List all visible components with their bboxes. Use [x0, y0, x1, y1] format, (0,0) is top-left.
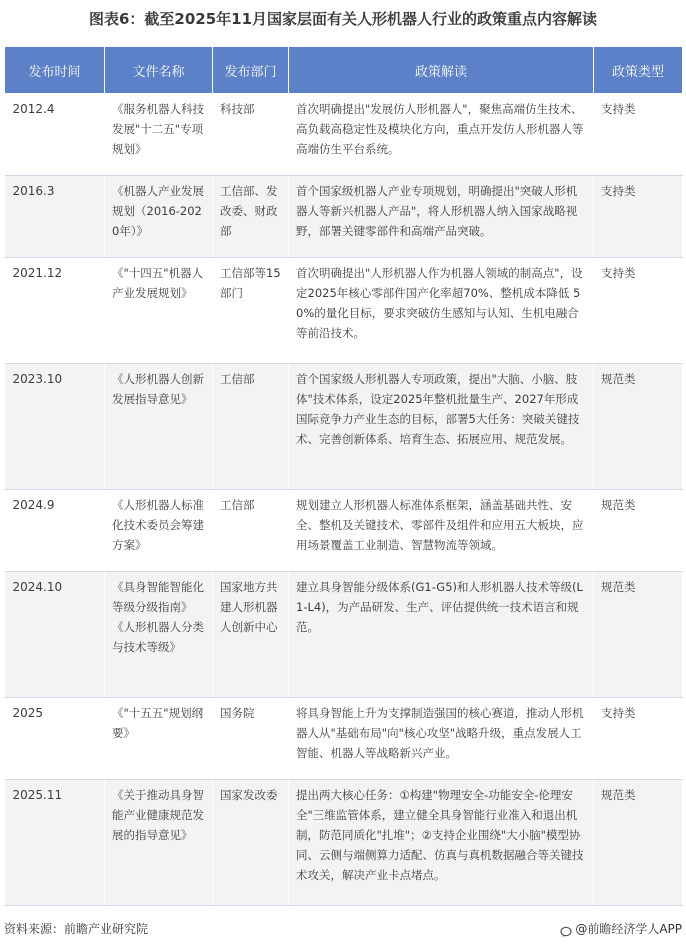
cell-date: 2012.4 — [5, 94, 105, 176]
cell-date: 2016.3 — [5, 176, 105, 258]
cell-date: 2024.9 — [5, 490, 105, 572]
header-date: 发布时间 — [5, 47, 105, 94]
cell-date: 2025 — [5, 698, 105, 780]
cell-type: 规范类 — [594, 572, 683, 698]
brand-label: @前瞻经济学人APP — [575, 922, 682, 936]
cell-dept: 工信部 — [213, 364, 289, 490]
table-row — [5, 258, 683, 364]
cell-name: 《关于推动具身智能产业健康规范发展的指导意见》 — [105, 780, 213, 906]
cell-dept: 国家发改委 — [213, 780, 289, 906]
cell-name: 《"十四五"机器人产业发展规划》 — [105, 258, 213, 364]
cell-type: 规范类 — [594, 364, 683, 490]
cell-dept: 工信部、发改委、财政部 — [213, 176, 289, 258]
header-interp: 政策解读 — [289, 47, 594, 94]
source-note: 资料来源：前瞻产业研究院 — [4, 922, 149, 936]
cell-date: 2021.12 — [5, 258, 105, 364]
wechat-bubble-icon — [560, 923, 572, 935]
cell-interp: 建立具身智能分级体系(G1-G5)和人形机器人技术等级(L1-L4)，为产品研发、生产、评估提供统一技术语言和规范。 — [289, 572, 594, 698]
cell-interp: 规划建立人形机器人标准体系框架，涵盖基础共性、安全、整机及关键技术、零部件及组件和应用五大板块，应用场景覆盖工业制造、智慧物流等领域。 — [289, 490, 594, 572]
cell-date: 2024.10 — [5, 572, 105, 698]
cell-type: 支持类 — [594, 176, 683, 258]
table-row — [5, 94, 683, 176]
cell-type: 支持类 — [594, 258, 683, 364]
cell-name: 《服务机器人科技发展"十二五"专项规划》 — [105, 94, 213, 176]
cell-dept: 工信部等15部门 — [213, 258, 289, 364]
cell-type: 规范类 — [594, 780, 683, 906]
footer — [4, 918, 682, 940]
header-dept: 发布部门 — [213, 47, 289, 94]
cell-type: 支持类 — [594, 698, 683, 780]
header-name: 文件名称 — [105, 47, 213, 94]
cell-name: 《人形机器人创新发展指导意见》 — [105, 364, 213, 490]
cell-type: 规范类 — [594, 490, 683, 572]
table-row — [5, 176, 683, 258]
cell-interp: 提出两大核心任务：①构建"物理安全-功能安全-伦理安全"三维监管体系，建立健全具身智能行业准入和退出机制，防范同质化"扎堆"；②支持企业围绕"大小脑"模型协同、云侧与端侧算力适配、仿真与真机数据融合等关键技术攻关，解决产业卡点堵点。 — [289, 780, 594, 906]
cell-name: 《具身智能智能化等级分级指南》《人形机器人分类与技术等级》 — [105, 572, 213, 698]
cell-name: 《"十五五"规划纲要》 — [105, 698, 213, 780]
table-row — [5, 364, 683, 490]
cell-name: 《机器人产业发展规划（2016-2020年）》 — [105, 176, 213, 258]
cell-interp: 将具身智能上升为支撑制造强国的核心赛道，推动人形机器人从"基础布局"向"核心攻坚"战略升级，重点发展人工智能、机器人等战略新兴产业。 — [289, 698, 594, 780]
cell-interp: 首个国家级机器人产业专项规划，明确提出"突破人形机器人等新兴机器人产品"，将人形机器人纳入国家战略视野，部署关键零部件和高端产品突破。 — [289, 176, 594, 258]
cell-type: 支持类 — [594, 94, 683, 176]
policy-table — [4, 46, 683, 906]
cell-interp: 首次明确提出"发展仿人形机器人"，聚焦高端仿生技术、高负载高稳定性及模块化方向，重点开发仿人形机器人等高端仿生平台系统。 — [289, 94, 594, 176]
cell-dept: 工信部 — [213, 490, 289, 572]
table-header-row — [5, 47, 683, 94]
table-row — [5, 698, 683, 780]
cell-interp: 首次明确提出"人形机器人作为机器人领域的制高点"，设定2025年核心零部件国产化率超70%、整机成本降低 50%的量化目标，要求突破仿生感知与认知、生机电融合等前沿技术。 — [289, 258, 594, 364]
chart-title: 图表6：截至2025年11月国家层面有关人形机器人行业的政策重点内容解读 — [88, 10, 598, 28]
brand-credit — [560, 918, 682, 940]
cell-date: 2025.11 — [5, 780, 105, 906]
cell-name: 《人形机器人标准化技术委员会筹建方案》 — [105, 490, 213, 572]
table-row — [5, 780, 683, 906]
header-type: 政策类型 — [594, 47, 683, 94]
cell-date: 2023.10 — [5, 364, 105, 490]
cell-dept: 科技部 — [213, 94, 289, 176]
cell-interp: 首个国家级人形机器人专项政策，提出"大脑、小脑、肢体"技术体系，设定2025年整机批量生产、2027年形成国际竞争力产业生态的目标，部署5大任务：突破关键技术、完善创新体系、培育生态、拓展应用、规范发展。 — [289, 364, 594, 490]
cell-dept: 国务院 — [213, 698, 289, 780]
table-row — [5, 572, 683, 698]
cell-dept: 国家地方共建人形机器人创新中心 — [213, 572, 289, 698]
table-row — [5, 490, 683, 572]
